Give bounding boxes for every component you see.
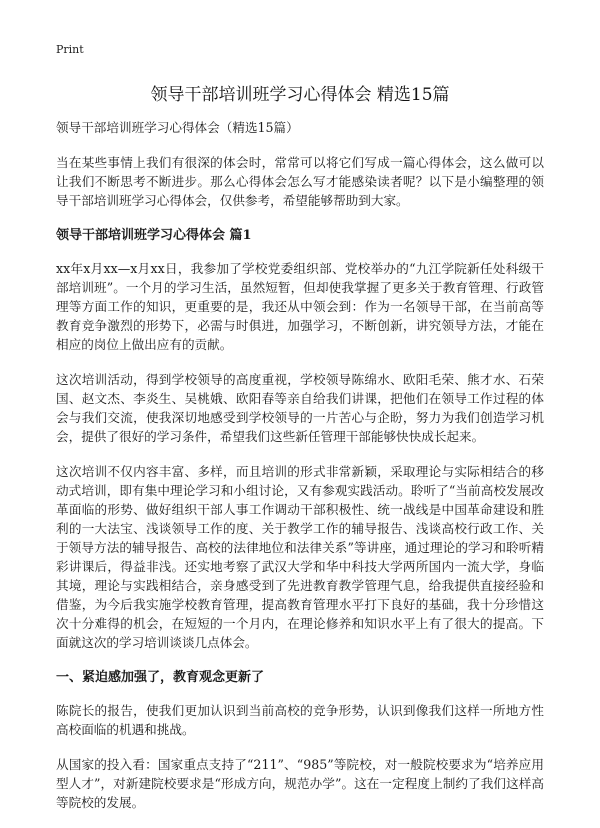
body-paragraph: 从国家的投入看：国家重点支持了“211”、“985”等院校，对一般院校要求为“培养应用型人才”，对新建院校要求是“形成方向，规范办学”。这在一定程度上制约了我们这样高等院校的发展。 xyxy=(56,757,544,810)
section-heading: 领导干部培训班学习心得体会 篇1 xyxy=(56,228,252,243)
page-title: 领导干部培训班学习心得体会 精选15篇 xyxy=(150,85,450,105)
article-subtitle: 领导干部培训班学习心得体会（精选15篇） xyxy=(56,120,299,135)
article-body xyxy=(56,118,544,828)
body-paragraph: 陈院长的报告，使我们更加认识到当前高校的竞争形势，认识到像我们这样一所地方性高校面临的机遇和挑战。 xyxy=(56,703,544,737)
intro-paragraph: 当在某些事情上我们有很深的体会时，常常可以将它们写成一篇心得体会，这么做可以让我们不断思考不断进步。那么心得体会怎么写才能感染读者呢？以下是小编整理的领导干部培训班学习心得体会，仅供参考，希望能够帮助到大家。 xyxy=(56,155,544,208)
subsection-heading: 一、紧迫感加强了，教育观念更新了 xyxy=(56,670,265,685)
body-paragraph: 这次培训不仅内容丰富、多样，而且培训的形式非常新颖，采取理论与实际相结合的移动式培训，即有集中理论学习和小组讨论，又有参观实践活动。聆听了“当前高校发展改革面临的形势、做好组织干部人事工作调动干部积极性、统一战线是中国革命建设和胜利的一大法宝、浅谈领导工作的度、关于教学工作的辅导报告、浅谈高校行政工作、关于领导方法的辅导报告、高校的法律地位和法律关系”等讲座，通过理论的学习和聆听精彩讲课后，得益非浅。还实地考察了武汉大学和华中科技大学两所国内一流大学，身临其境，理论与实践相结合，亲身感受到了先进教育教学管理气息，给我提供直接经验和借鉴，为今后我实施学校教育管理，提高教育管理水平打下良好的基础，我十分珍惜这次十分难得的机会，在短短的一个月内，在理论修养和知识水平上有了很大的提高。下面就这次的学习培训谈谈几点体会。 xyxy=(56,464,544,650)
print-link[interactable]: Print xyxy=(56,43,84,56)
body-paragraph: 这次培训活动，得到学校领导的高度重视，学校领导陈绵水、欧阳毛荣、熊才水、石荣国、赵文杰、李炎生、吴桃娥、欧阳春等亲自给我们讲课，把他们在领导工作过程的体会与我们交流，使我深切地感受到学校领导的一片苦心与企盼，努力为我们创造学习机会，提供了很好的学习条件，希望我们这些新任管理干部能够快快成长起来。 xyxy=(56,372,544,444)
body-paragraph: xx年x月xx—x月xx日，我参加了学校党委组织部、党校举办的“九江学院新任处科级干部培训班”。一个月的学习生活，虽然短暂，但却使我掌握了更多关于教育管理、行政管理等方面工作的知识，更重要的是，我还从中领会到：作为一名领导干部，在当前高等教育竞争激烈的形势下，必需与时俱进，加强学习，不断创新，讲究领导方法，才能在相应的岗位上做出应有的贡献。 xyxy=(56,261,544,352)
